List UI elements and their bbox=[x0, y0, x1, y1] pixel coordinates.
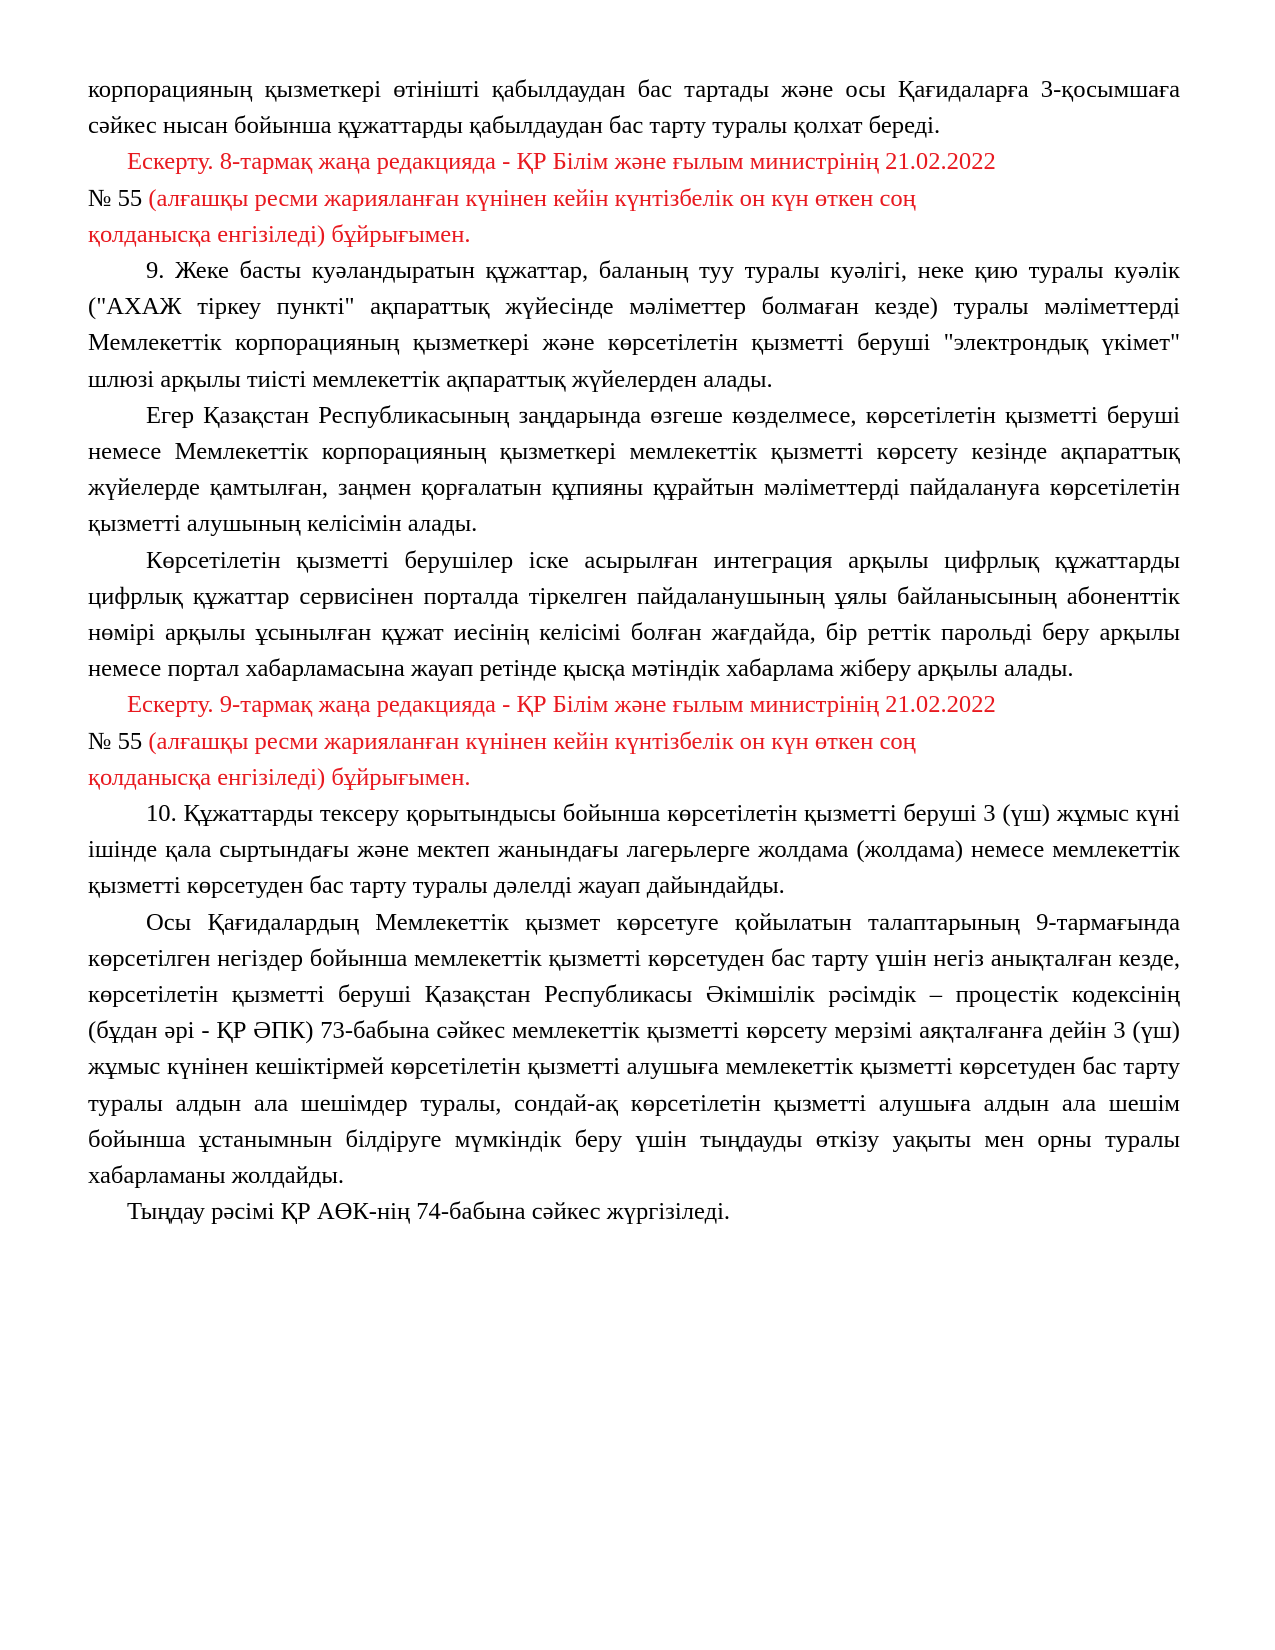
amendment-note-9-tail-a: (алғашқы ресми жарияланған күнінен кейін күнтізбелік он күн өткен соң bbox=[142, 727, 916, 755]
paragraph-10-second: Осы Қағидалардың Мемлекеттік қызмет көрсетуге қойылатын талаптарының 9-тармағында көрсетілген негіздер бойынша мемлекеттік қызметті көрсетуден бас тарту үшін негіз анықталған кезде, көрсетілетін қызметті беруші Қазақстан Республикасы Әкімшілік рәсімдік – процестік кодексінің (бұдан әрі - ҚР ӘПК) 73-бабына сәйкес мемлекеттік қызметті көрсету мерзімі аяқталғанға дейін 3 (үш) жұмыс күнінен кешіктірмей көрсетілетін қызметті алушыға мемлекеттік қызметті көрсетуден бас тарту туралы алдын ала шешімдер туралы, сондай-ақ көрсетілетін қызметті алушыға алдын ала шешім бойынша ұстанымнын білдіруге мүмкіндік беру үшін тыңдауды өткізу уақыты мен орны туралы хабарламаны жолдайды. bbox=[88, 908, 1180, 1190]
paragraph-10-third: Тыңдау рәсімі ҚР АӨК-нің 74-бабына сәйкес жүргізіледі. bbox=[127, 1198, 731, 1226]
document-page bbox=[88, 72, 1180, 1231]
amendment-note-8 bbox=[88, 144, 1180, 253]
paragraph-9-third: Көрсетілетін қызметті берушілер іске асырылған интеграция арқылы цифрлық құжаттарды цифрлық құжаттар сервисінен порталда тіркелген пайдаланушының ұялы байланысының абоненттік нөмірі арқылы ұсынылған құжат иесінің келісімі болған жағдайда, бір реттік парольді беру арқылы немесе портал хабарламасына жауап ретінде қысқа мәтіндік хабарлама жіберу арқылы алады. bbox=[88, 546, 1180, 683]
paragraph-9-second: Егер Қазақстан Республикасының заңдарында өзгеше көзделмесе, көрсетілетін қызметті беруші немесе Мемлекеттік корпорацияның қызметкері мемлекеттік қызметті көрсету кезінде ақпараттық жүйелерде қамтылған, заңмен қорғалатын құпияны құрайтын мәліметтерді пайдалануға көрсетілетін қызметті алушының келісімін алады. bbox=[88, 401, 1180, 538]
amendment-note-9 bbox=[88, 687, 1180, 796]
paragraph-10: 10. Құжаттарды тексеру қорытындысы бойынша көрсетілетін қызметті беруші 3 (үш) жұмыс күні ішінде қала сыртындағы және мектеп жанындағы лагерьлерге жолдама (жолдама) немесе мемлекеттік қызметті көрсетуден бас тарту туралы дәлелді жауап дайындайды. bbox=[88, 800, 1180, 900]
order-number: № 55 bbox=[88, 727, 143, 755]
amendment-note-9-line3: қолданысқа енгізіледі) бұйрығымен. bbox=[88, 763, 471, 791]
amendment-note-8-line3: қолданысқа енгізіледі) бұйрығымен. bbox=[88, 220, 471, 248]
amendment-note-9-line2 bbox=[88, 724, 1180, 760]
amendment-note-8-line2 bbox=[88, 181, 1180, 217]
amendment-note-8-tail-a: (алғашқы ресми жарияланған күнінен кейін күнтізбелік он күн өткен соң bbox=[142, 184, 916, 212]
order-number: № 55 bbox=[88, 184, 143, 212]
paragraph-continuation: корпорацияның қызметкері өтінішті қабылдаудан бас тартады және осы Қағидаларға 3-қосымшаға сәйкес нысан бойынша құжаттарды қабылдаудан бас тарту туралы қолхат береді. bbox=[88, 76, 1180, 140]
amendment-note-8-line1: Ескерту. 8-тармақ жаңа редакцияда - ҚР Білім және ғылым министрінің 21.02.2022 bbox=[127, 148, 996, 176]
paragraph-9: 9. Жеке басты куәландыратын құжаттар, баланың туу туралы куәлігі, неке қию туралы куәлік ("АХАЖ тіркеу пункті" ақпараттық жүйесінде мәліметтер болмаған кезде) туралы мәліметтерді Мемлекеттік корпорацияның қызметкері және көрсетілетін қызметті беруші "электрондық үкімет" шлюзі арқылы тиісті мемлекеттік ақпараттық жүйелерден алады. bbox=[88, 257, 1180, 393]
amendment-note-9-line1: Ескерту. 9-тармақ жаңа редакцияда - ҚР Білім және ғылым министрінің 21.02.2022 bbox=[127, 691, 996, 719]
